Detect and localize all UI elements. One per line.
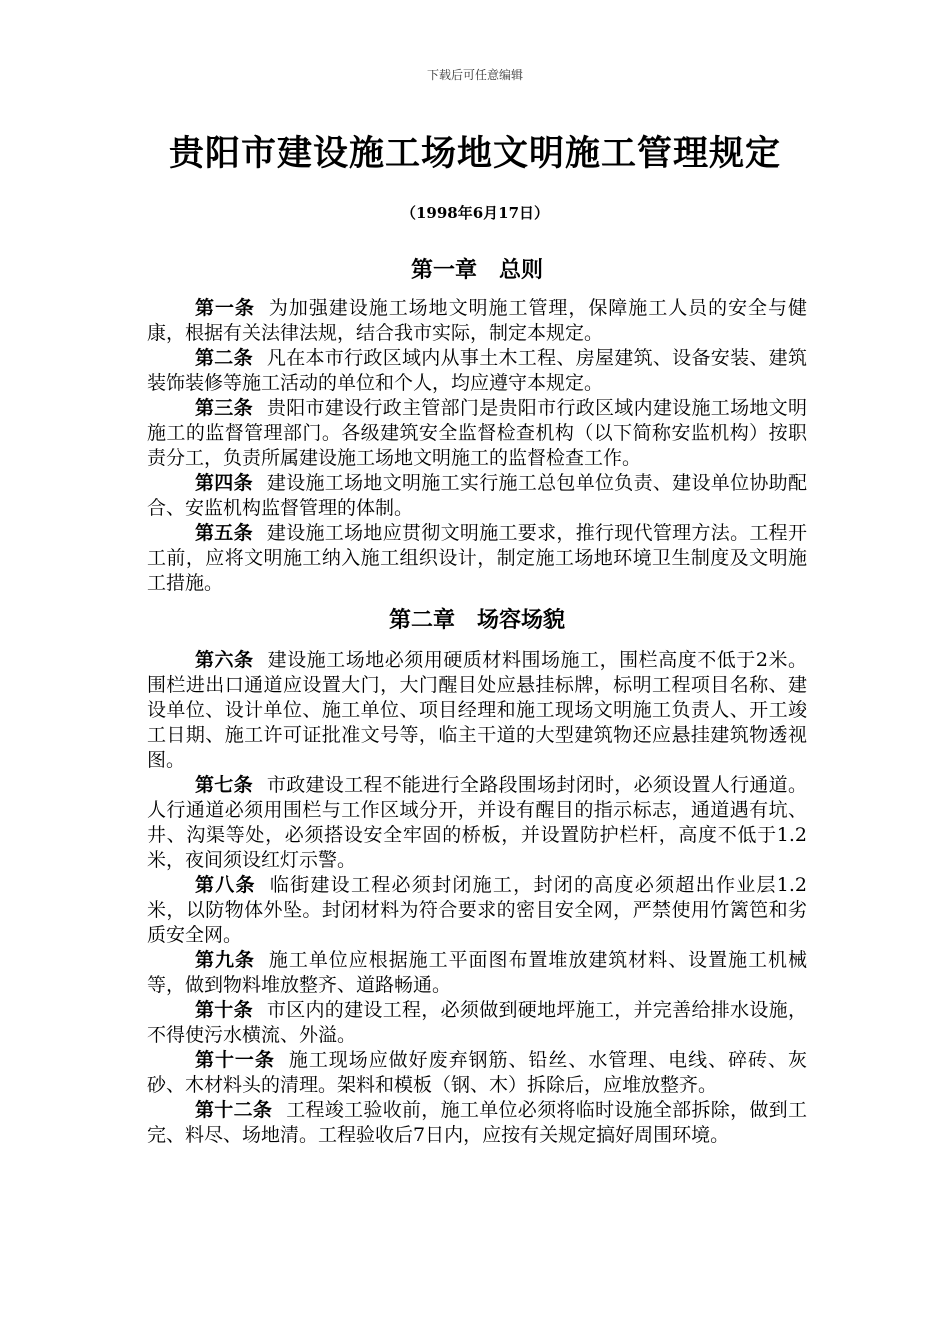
article-text: 市政建设工程不能进行全路段围场封闭时，必须设置人行通道。人行通道必须用围栏与工作区域分开，并设有醒目的指示标志，通道遇有坑、井、沟渠等处，必须搭设安全牢固的桥板，并设置防护栏杆，高度不低于1.2米，夜间须设红灯示警。 [147,774,807,871]
article-text: 建设施工场地应贯彻文明施工要求，推行现代管理方法。工程开工前，应将文明施工纳入施工组织设计，制定施工场地环境卫生制度及文明施工措施。 [147,522,807,594]
article-text: 工程竣工验收前，施工单位必须将临时设施全部拆除，做到工完、料尽、场地清。工程验收后7日内，应按有关规定搞好周围环境。 [147,1099,807,1146]
article-text: 临街建设工程必须封闭施工，封闭的高度必须超出作业层1.2米，以防物体外坠。封闭材料为符合要求的密目安全网，严禁使用竹篱笆和劣质安全网。 [147,874,807,946]
article [147,948,807,998]
article-number: 第十条 [195,999,253,1021]
article-number: 第五条 [195,522,253,544]
article-number: 第十二条 [195,1099,273,1121]
article-text: 凡在本市行政区域内从事土木工程、房屋建筑、设备安装、建筑装饰装修等施工活动的单位和个人，均应遵守本规定。 [147,347,807,394]
article-number: 第四条 [195,472,253,494]
article [147,521,807,596]
article-number: 第三条 [195,397,253,419]
article [147,471,807,521]
article [147,648,807,773]
article-text: 施工单位应根据施工平面图布置堆放建筑材料、设置施工机械等，做到物料堆放整齐、道路畅通。 [147,949,807,996]
article-number: 第七条 [195,774,253,796]
article-text: 建设施工场地必须用硬质材料围场施工，围栏高度不低于2米。围栏进出口通道应设置大门，大门醒目处应悬挂标牌，标明工程项目名称、建设单位、设计单位、施工单位、项目经理和施工现场文明施工负责人、开工竣工日期、施工许可证批准文号等，临主干道的大型建筑物还应悬挂建筑物透视图。 [147,649,807,771]
article [147,998,807,1048]
article-number: 第二条 [195,347,253,369]
article-number: 第九条 [195,949,255,971]
article-number: 第六条 [195,649,254,671]
article-number: 第一条 [195,297,255,319]
article-number: 第八条 [195,874,256,896]
article-number: 第十一条 [195,1049,275,1071]
article [147,396,807,471]
page-header-note: 下载后可任意编辑 [426,68,523,82]
article [147,1098,807,1148]
article [147,296,807,346]
article-text: 市区内的建设工程，必须做到硬地坪施工，并完善给排水设施，不得使污水横流、外溢。 [147,999,807,1046]
article-text: 为加强建设施工场地文明施工管理，保障施工人员的安全与健康，根据有关法律法规，结合我市实际，制定本规定。 [147,297,807,344]
document-title: 贵阳市建设施工场地文明施工管理规定 [168,133,781,174]
article [147,773,807,873]
article [147,873,807,948]
document-date: （1998年6月17日） [400,204,550,222]
article-text: 建设施工场地文明施工实行施工总包单位负责、建设单位协助配合、安监机构监督管理的体制。 [147,472,807,519]
article [147,1048,807,1098]
chapter-heading: 第二章 场容场貌 [388,607,565,633]
chapter-heading: 第一章 总则 [410,257,543,283]
document-body [147,252,807,1148]
article-text: 施工现场应做好废弃钢筋、铅丝、水管理、电线、碎砖、灰砂、木材料头的清理。架料和模板（钢、木）拆除后，应堆放整齐。 [147,1049,807,1096]
article [147,346,807,396]
article-text: 贵阳市建设行政主管部门是贵阳市行政区域内建设施工场地文明施工的监督管理部门。各级建筑安全监督检查机构（以下简称安监机构）按职责分工，负责所属建设施工场地文明施工的监督检查工作。 [147,397,807,469]
